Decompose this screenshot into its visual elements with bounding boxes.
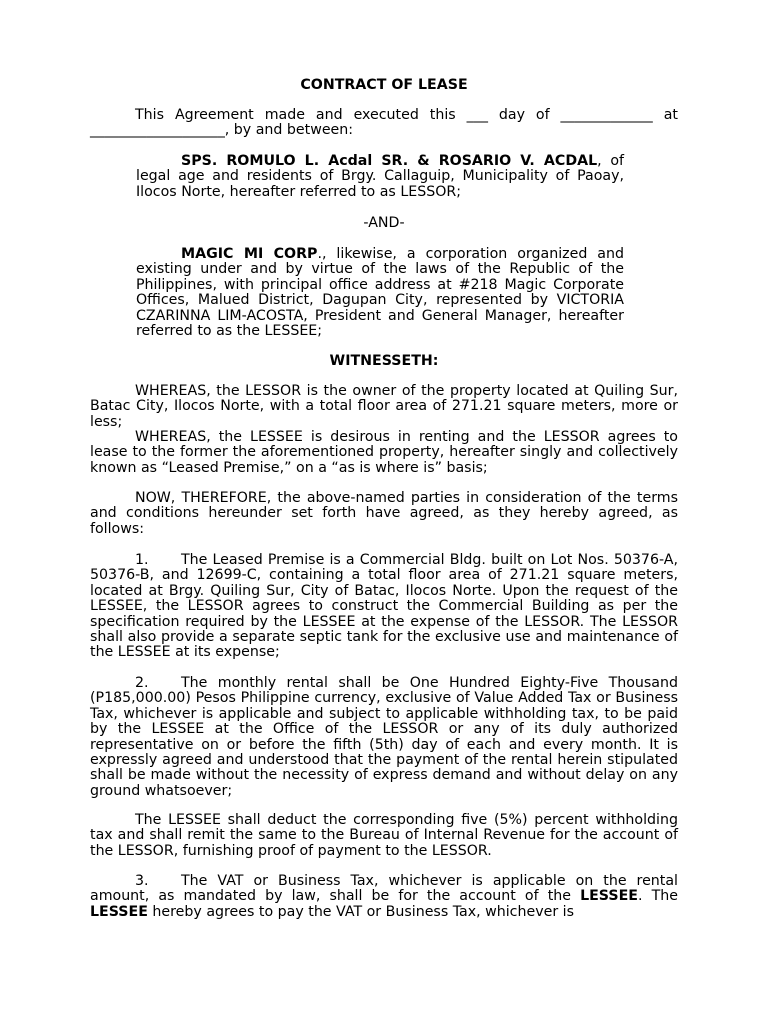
whereas-paragraph-2 <box>90 430 678 476</box>
withholding-text: The LESSEE shall deduct the corresponding five (5%) percent withholding tax and shall remit the same to the Bureau of Internal Revenue for the account of the LESSOR, furnishing proof of payment to the LESSOR. <box>90 812 678 859</box>
clause-1-text: The Leased Premise is a Commercial Bldg. built on Lot Nos. 50376-A, 50376-B, and 12699-C, containing a total floor area of 271.21 square meters, located at Brgy. Quiling Sur, City of Batac, Ilocos Norte. Upon the request of the LESSEE, the LESSOR agrees to construct the Commercial Building as per the specification required by the LESSEE at the expense of the LESSOR. The LESSOR shall also provide a separate septic tank for the exclusive use and maintenance of the LESSEE at its expense; <box>90 552 678 661</box>
lessee-description: ., likewise, a corporation organized and existing under and by virtue of the laws of the Republic of the Philippines, with principal office address at #218 Magic Corporate Offices, Malued District, Dagupan City, represented by VICTORIA CZARINNA LIM-ACOSTA, President and General Manager, hereafter referred to as the LESSEE; <box>136 246 624 340</box>
now-therefore-paragraph <box>90 491 678 537</box>
whereas-paragraph-1 <box>90 384 678 430</box>
clause-3-number: 3. <box>135 873 149 889</box>
clause-2-text: The monthly rental shall be One Hundred Eighty-Five Thousand (P185,000.00) Pesos Philippine currency, exclusive of Value Added Tax or Business Tax, whichever is applicable and subject to applicable withholding tax, to be paid by the LESSEE at the Office of the LESSOR or any of its duly authorized representative on or before the fifth (5th) day of each and every month. It is expressly agreed and understood that the payment of the rental herein stipulated shall be made without the necessity of express demand and without delay on any ground whatsoever; <box>90 675 678 799</box>
withholding-paragraph <box>90 813 678 859</box>
lessor-paragraph <box>136 154 624 200</box>
intro-paragraph <box>90 108 678 139</box>
whereas-text-1: WHEREAS, the LESSOR is the owner of the property located at Quiling Sur, Batac City, Ilocos Norte, with a total floor area of 271.21 square meters, more or less; <box>90 383 678 430</box>
clause-1 <box>90 553 678 661</box>
lessee-paragraph <box>136 247 624 339</box>
witnesseth-heading: WITNESSETH: <box>329 353 439 369</box>
intro-text: This Agreement made and executed this ___ day of _____________ at ___________________, by and between: <box>90 107 678 139</box>
now-therefore-text: NOW, THEREFORE, the above-named parties in consideration of the terms and conditions hereunder set forth have agreed, as they hereby agreed, as follows: <box>90 490 678 537</box>
and-separator: -AND- <box>363 215 405 231</box>
clause-2-number: 2. <box>135 675 149 691</box>
clause-3-lessee-bold-2: LESSEE <box>90 903 148 920</box>
lessor-name: SPS. ROMULO L. Acdal SR. & ROSARIO V. ACDAL <box>181 153 598 169</box>
clause-3-text-c: hereby agrees to pay the VAT or Business Tax, whichever is <box>147 903 574 920</box>
lessor-description: , of legal age and residents of Brgy. Callaguip, Municipality of Paoay, Ilocos Norte, hereafter referred to as LESSOR; <box>136 153 624 200</box>
clause-3-lessee-bold-1: LESSEE <box>580 888 638 905</box>
clause-1-number: 1. <box>135 552 149 568</box>
whereas-text-2: WHEREAS, the LESSEE is desirous in renting and the LESSOR agrees to lease to the former the aforementioned property, hereafter singly and collectively known as “Leased Premise,” on a “as is where is” basis; <box>90 429 678 476</box>
clause-3 <box>90 874 678 920</box>
clause-2 <box>90 676 678 799</box>
lessee-name: MAGIC MI CORP <box>181 246 318 262</box>
document-title: CONTRACT OF LEASE <box>300 77 468 93</box>
clause-3-text-b: . The <box>638 888 678 905</box>
clause-3-text-a: The VAT or Business Tax, whichever is applicable on the rental amount, as mandated by law, shall be for the account of the <box>90 873 678 905</box>
